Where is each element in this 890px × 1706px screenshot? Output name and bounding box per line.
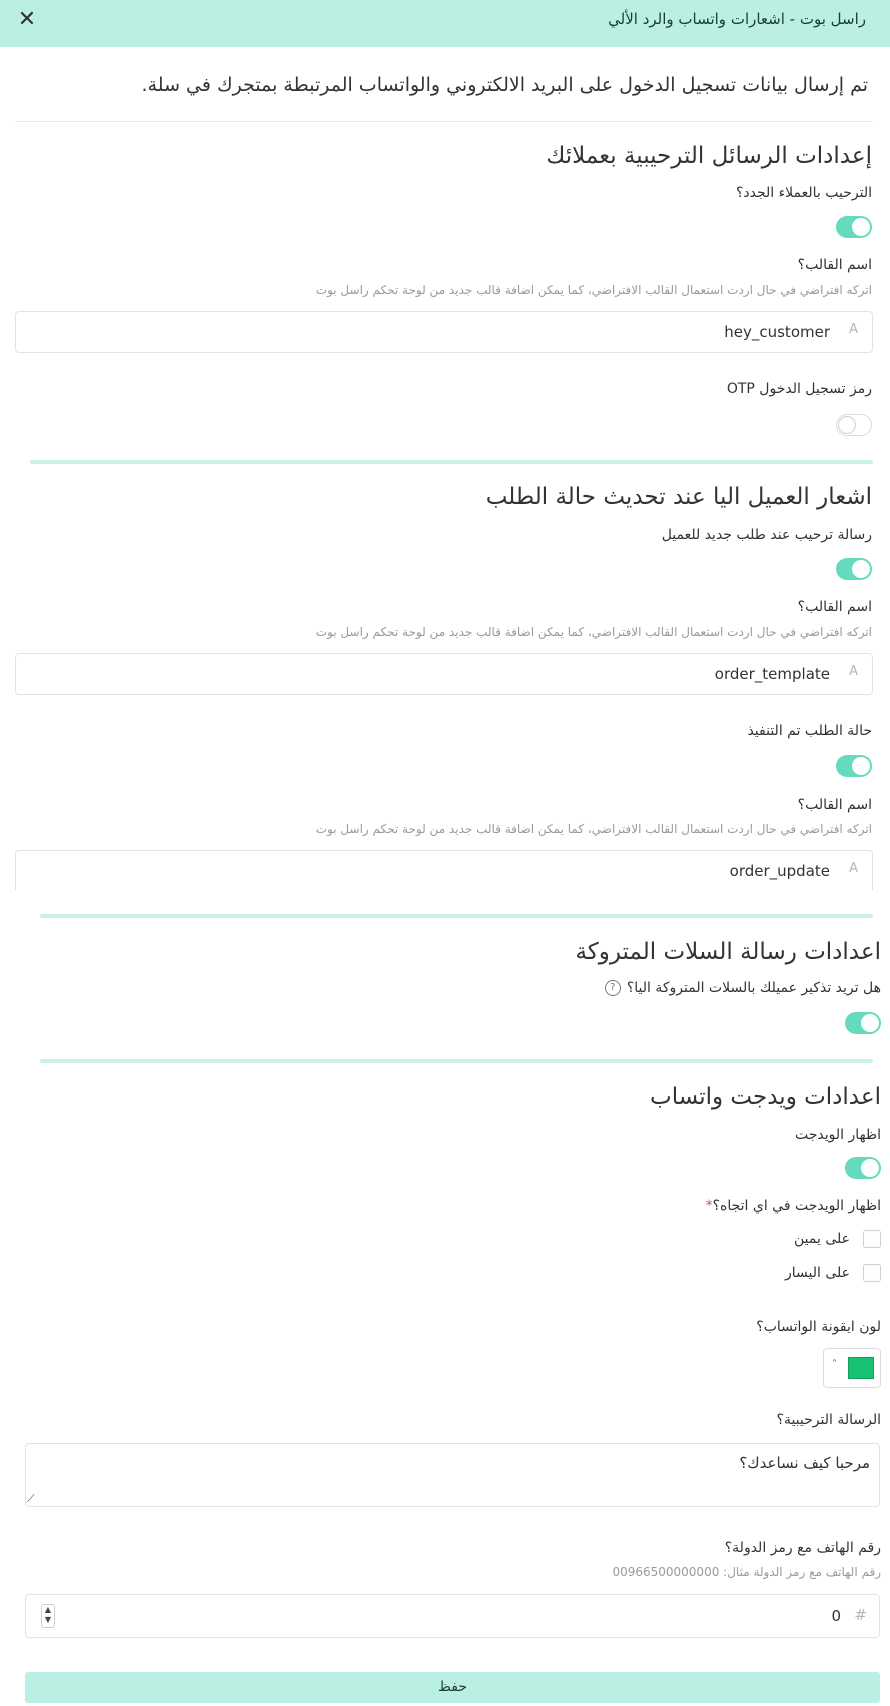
new-order-toggle[interactable] bbox=[836, 558, 872, 580]
direction-right-label: على يمين bbox=[794, 1231, 850, 1247]
close-icon[interactable]: ✕ bbox=[17, 7, 37, 32]
welcome-message-textarea[interactable] bbox=[25, 1443, 880, 1507]
greet-new-customers-label: الترحيب بالعملاء الجدد؟ bbox=[735, 185, 872, 201]
show-widget-label: اظهار الويدجت bbox=[795, 1127, 881, 1143]
direction-left-label: على اليسار bbox=[784, 1265, 850, 1281]
resize-handle-icon[interactable]: ⟋ bbox=[27, 1492, 35, 1505]
help-icon[interactable]: ? bbox=[605, 980, 621, 996]
welcome-section-title: إعدادات الرسائل الترحيبية بعملائك bbox=[546, 143, 872, 169]
save-button[interactable]: حفظ bbox=[25, 1672, 880, 1703]
phone-input[interactable] bbox=[25, 1594, 880, 1638]
status-template-hint: اتركه افتراضي في حال اردت استعمال القالب الافتراضي، كما يمكن اضافة قالب جديد من لوحة تحكم راسل بوت bbox=[315, 822, 872, 836]
direction-left-checkbox[interactable] bbox=[863, 1264, 881, 1282]
text-field-icon: A bbox=[849, 664, 858, 679]
order-status-label: حالة الطلب تم التنفيذ bbox=[747, 723, 872, 739]
close-button[interactable] bbox=[14, 7, 40, 33]
welcome-message-value: مرحبا كيف نساعدك؟ bbox=[739, 1454, 870, 1472]
hash-icon: # bbox=[854, 1606, 867, 1624]
section-divider bbox=[30, 460, 873, 464]
phone-hint: رقم الهاتف مع رمز الدولة مثال: 00966500000000 bbox=[612, 1565, 881, 1579]
otp-toggle[interactable] bbox=[836, 414, 872, 436]
welcome-message-label: الرسالة الترحيبية؟ bbox=[776, 1412, 881, 1428]
template-name-label: اسم القالب؟ bbox=[797, 257, 872, 273]
section-divider bbox=[40, 1059, 873, 1063]
welcome-template-input[interactable] bbox=[15, 311, 873, 353]
icon-color-picker[interactable] bbox=[823, 1348, 881, 1388]
welcome-template-value: hey_customer bbox=[724, 323, 830, 341]
greet-new-customers-toggle[interactable] bbox=[836, 216, 872, 238]
widget-direction-label: اظهار الويدجت في اي اتجاه؟* bbox=[705, 1198, 881, 1214]
template-name-hint: اتركه افتراضي في حال اردت استعمال القالب الافتراضي، كما يمكن اضافة قالب جديد من لوحة تحكم راسل بوت bbox=[315, 283, 872, 297]
order-status-toggle[interactable] bbox=[836, 755, 872, 777]
clip-mask bbox=[0, 890, 890, 904]
status-template-label: اسم القالب؟ bbox=[797, 797, 872, 813]
abandoned-remind-toggle[interactable] bbox=[845, 1012, 881, 1034]
order-template-hint: اتركه افتراضي في حال اردت استعمال القالب الافتراضي، كما يمكن اضافة قالب جديد من لوحة تحكم راسل بوت bbox=[315, 625, 872, 639]
widget-section-title: اعدادات ويدجت واتساب bbox=[650, 1084, 881, 1110]
order-template-input[interactable] bbox=[15, 653, 873, 695]
order-template-value: order_template bbox=[714, 665, 830, 683]
section-divider bbox=[40, 914, 873, 918]
abandoned-remind-label: هل تريد تذكير عميلك بالسلات المتروكة اليا؟? bbox=[605, 980, 881, 996]
direction-right-checkbox[interactable] bbox=[863, 1230, 881, 1248]
abandoned-section-title: اعدادات رسالة السلات المتروكة bbox=[575, 939, 881, 965]
status-template-input[interactable] bbox=[15, 850, 873, 892]
phone-label: رقم الهاتف مع رمز الدولة؟ bbox=[724, 1540, 881, 1556]
otp-label: رمز تسجيل الدخول OTP bbox=[726, 381, 872, 397]
modal-title: راسل بوت - اشعارات واتساب والرد الألي bbox=[608, 10, 866, 28]
order-template-label: اسم القالب؟ bbox=[797, 599, 872, 615]
text-field-icon: A bbox=[849, 322, 858, 337]
order-section-title: اشعار العميل اليا عند تحديث حالة الطلب bbox=[485, 484, 872, 510]
status-template-value: order_update bbox=[729, 862, 830, 880]
new-order-label: رسالة ترحيب عند طلب جديد للعميل bbox=[661, 527, 872, 543]
text-field-icon: A bbox=[849, 861, 858, 876]
login-notice: تم إرسال بيانات تسجيل الدخول على البريد الالكتروني والواتساب المرتبطة بمتجرك في سلة. bbox=[141, 74, 868, 96]
show-widget-toggle[interactable] bbox=[845, 1157, 881, 1179]
chevron-up-icon: ˄ bbox=[832, 1359, 837, 1370]
color-swatch bbox=[848, 1357, 874, 1379]
divider bbox=[15, 121, 873, 122]
icon-color-label: لون ايقونة الواتساب؟ bbox=[756, 1319, 881, 1335]
phone-value: 0 bbox=[831, 1607, 841, 1625]
number-spinner[interactable]: ▲ ▼ bbox=[41, 1604, 55, 1628]
